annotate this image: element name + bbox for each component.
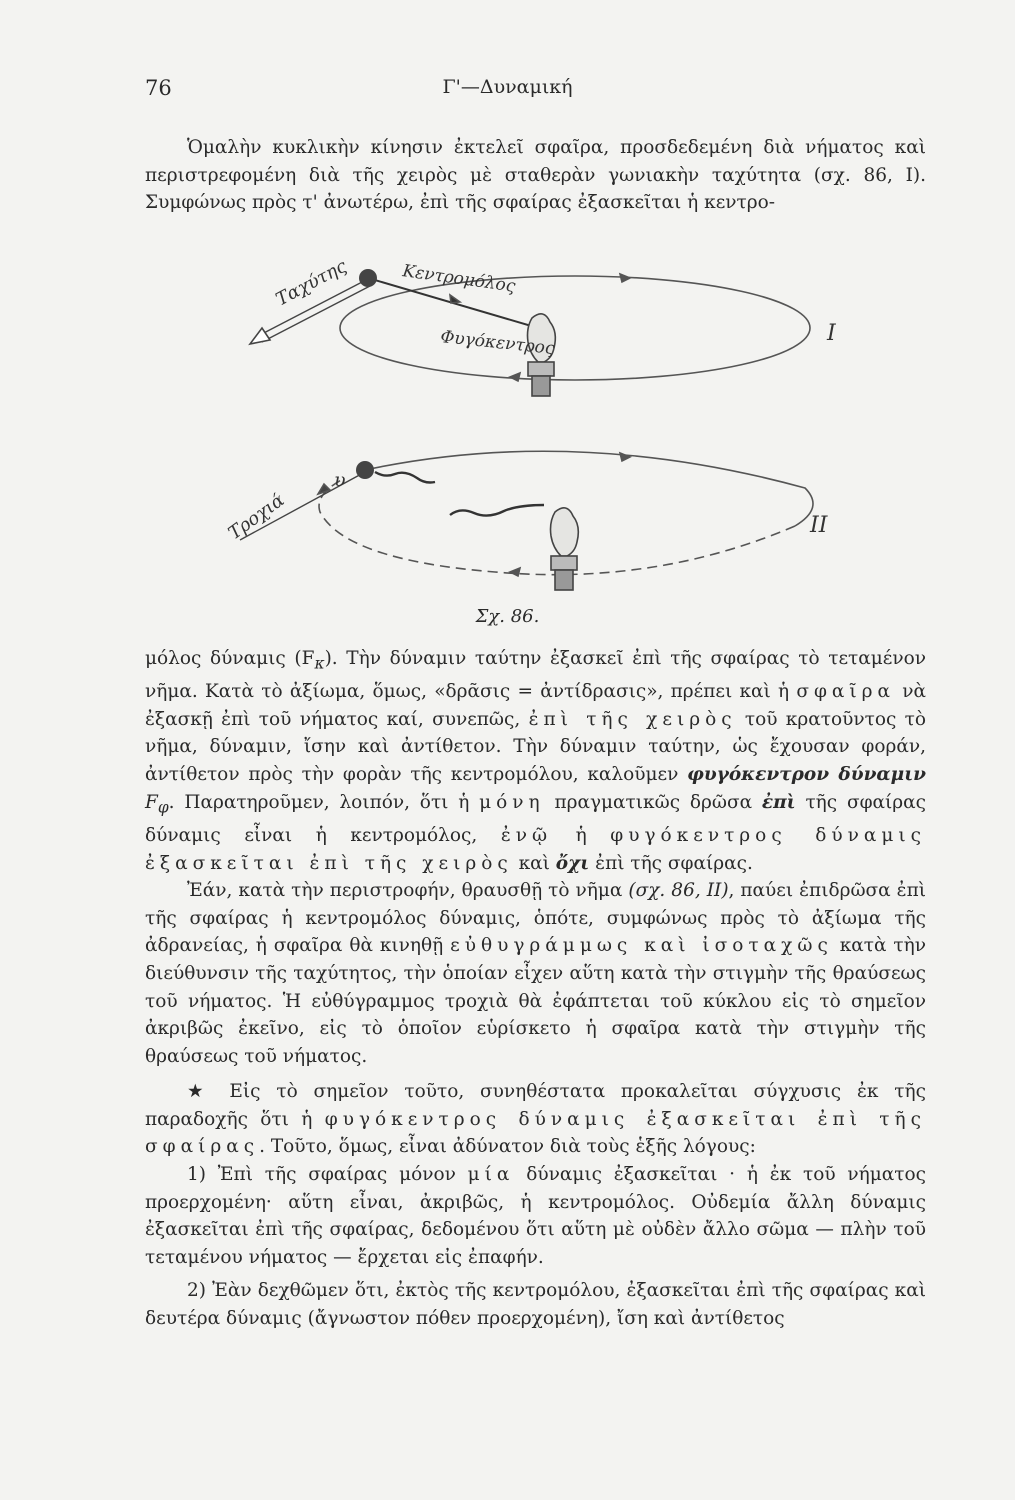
paragraph-3: ★ Εἰς τὸ σημεῖον τοῦτο, συνηθέστατα προκαλεῖται σύγχυσις ἐκ τῆς παραδοχῆς ὅτι ἡ φυγόκεντρος δύναμις ἐξασκεῖται ἐπὶ τῆς σφαίρας. Τοῦτο, ὅμως, εἶναι ἀδύνατον διὰ τοὺς ἑξῆς λόγους: — [145, 1081, 926, 1158]
cuff-I — [528, 362, 554, 376]
diagram-II-label: II — [810, 513, 828, 538]
ball-II — [356, 461, 374, 479]
path-arrow-top — [620, 274, 630, 282]
centripetal-label: Κεντρομόλος — [401, 261, 517, 297]
sleeve-II — [555, 570, 573, 590]
star-icon: ★ — [187, 1081, 214, 1103]
paragraph-2: Ἐάν, κατὰ τὴν περιστροφήν, θραυσθῇ τὸ νῆμα (σχ. 86, II), παύει ἐπιδρῶσα ἐπὶ τῆς σφαίρας ἡ κεντρομόλος δύναμις, ὁπότε, συμφώνως πρὸς τὸ ἀξίωμα τῆς ἀδρανείας, ἡ σφαῖρα θὰ κινηθῇ εὐθυγράμμως καὶ ἰσοταχῶς κατὰ τὴν διεύθυνσιν τῆς ταχύτητος, τὴν ὁποίαν εἶχεν αὕτη κατὰ τὴν στιγμὴν τῆς θραύσεως τοῦ νήματος. Ἡ εὐθύγραμμος τροχιὰ θὰ ἐφάπτεται τοῦ κύκλου εἰς τὸ σημεῖον ἀκριβῶς ἐκεῖνο, εἰς τὸ ὁποῖον εὑρίσκετο ἡ σφαῖρα κατὰ τὴν στιγμὴν τῆς θραύσεως τοῦ νήματος. — [145, 880, 926, 1067]
velocity-v-label: υ — [334, 469, 346, 491]
centripetal-arrowhead — [450, 295, 460, 303]
figure-86 — [210, 250, 850, 630]
diagram-I-label: I — [827, 321, 836, 346]
centrifugal-label: Φυγόκεντρος — [439, 327, 556, 359]
velocity-label: Ταχύτης — [272, 255, 351, 311]
path-arrow-II-bottom — [510, 568, 520, 576]
paragraph-1: μόλος δύναμις $(F_\kappa)$. Τὴν δύναμιν ταύτην ἐξασκεῖ ἐπὶ τῆς σφαίρας τὸ τεταμένον νῆμα. Κατὰ τὸ ἀξίωμα, ὅμως, «δρᾶσις = ἀντίδρασις», πρέπει καὶ ἡ σφαῖρα νὰ ἐξασκῇ ἐπὶ τοῦ νήματος καί, συνεπῶς, ἐπὶ τῆς χειρὸς τοῦ κρατοῦντος τὸ νῆμα, δύναμιν, ἴσην καὶ ἀντίθετον. Τὴν δύναμιν ταύτην, ὡς ἔχουσαν φοράν, ἀντίθετον πρὸς τὴν φορὰν τῆς κεντρομόλου, καλοῦμεν φυγόκεντρον δύναμιν $F_\varphi$. Παρατηροῦμεν, λοιπόν, ὅτι ἡ μόνη πραγματικῶς δρῶσα ἐπὶ τῆς σφαίρας δύναμις εἶναι ἡ κεντρομόλος, ἐνῷ ἡ φυγόκεντρος δύναμις ἐξασκεῖται ἐπὶ τῆς χειρὸς καὶ ὄχι ἐπὶ τῆς σφαίρας. — [145, 648, 926, 874]
ball-I — [359, 269, 377, 287]
broken-string-ball — [375, 472, 435, 483]
velocity-arrowhead — [250, 328, 270, 344]
broken-string-hand — [450, 505, 544, 516]
main-text — [145, 645, 926, 1333]
diagram-I — [250, 274, 810, 396]
circular-path-I — [340, 276, 810, 380]
paragraph-5: 2) Ἐὰν δεχθῶμεν ὅτι, ἐκτὸς τῆς κεντρομόλου, ἐξασκεῖται ἐπὶ τῆς σφαίρας καὶ δευτέρα δύναμις (ἄγνωστον πόθεν προερχομένη), ἴση καὶ ἀντίθετος — [145, 1280, 926, 1330]
circular-path-II-solid — [365, 451, 813, 526]
hand-II — [551, 508, 579, 556]
path-arrow-II-top — [620, 453, 630, 461]
path-arrow-bottom — [510, 373, 520, 381]
diagram-II — [240, 451, 813, 590]
intro-text: Ὁμαλὴν κυκλικὴν κίνησιν ἐκτελεῖ σφαῖρα, προσδεδεμένη διὰ νήματος καὶ περιστρεφομένη διὰ τῆς χειρὸς μὲ σταθερὰν γωνιακὴν ταχύτητα (σχ. 86, I). Συμφώνως πρὸς τ' ἀνωτέρω, ἐπὶ τῆς σφαίρας ἐξασκεῖται ἡ κεντρο- — [145, 137, 926, 214]
intro-paragraph — [145, 134, 926, 217]
trajectory-label: Τροχιά — [224, 489, 289, 545]
page-number: 76 — [145, 76, 172, 100]
sleeve-I — [532, 376, 550, 396]
running-head: Γ'—Δυναμική — [442, 76, 573, 98]
paragraph-4: 1) Ἐπὶ τῆς σφαίρας μόνον μία δύναμις ἐξασκεῖται · ἡ ἐκ τοῦ νήματος προερχομένη· αὕτη εἶναι, ἀκριβῶς, ἡ κεντρομόλος. Οὐδεμία ἄλλη δύναμις ἐξασκεῖται ἐπὶ τῆς σφαίρας, δεδομένου ὅτι αὕτη μὲ οὐδὲν ἄλλο σῶμα — πλὴν τοῦ τεταμένου νήματος — ἔρχεται εἰς ἐπαφήν. — [145, 1164, 926, 1268]
figure-caption: Σχ. 86. — [475, 606, 540, 627]
cuff-II — [551, 556, 577, 570]
